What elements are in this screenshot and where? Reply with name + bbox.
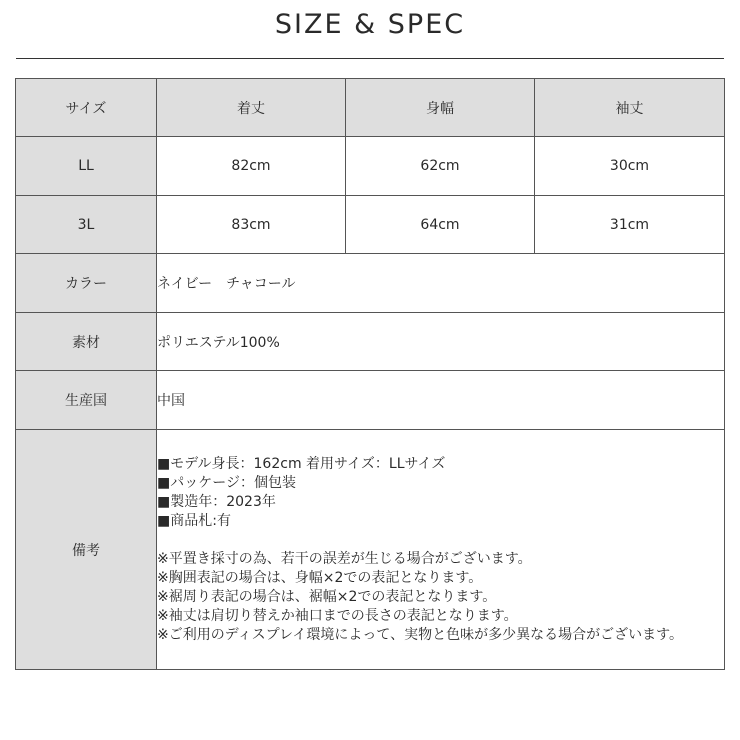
- origin-row: [16, 371, 725, 430]
- page-title: SIZE & SPEC: [274, 9, 466, 40]
- material-row: [16, 313, 725, 371]
- header-width: 身幅: [346, 79, 535, 137]
- remarks-content: [157, 430, 725, 670]
- remarks-item: ■製造年：2023年: [157, 493, 276, 510]
- width-value: 62cm: [346, 137, 535, 196]
- remarks-label: 備考: [16, 430, 157, 670]
- remarks-note: ※平置き採寸の為、若干の誤差が生じる場合がございます。: [157, 550, 532, 567]
- remarks-item: ■商品札:有: [157, 512, 231, 529]
- size-label: LL: [16, 137, 157, 196]
- remarks-note: ※裾周り表記の場合は、裾幅×2での表記となります。: [157, 588, 497, 605]
- remarks-note: ※ご利用のディスプレイ環境によって、実物と色味が多少異なる場合がございます。: [157, 626, 683, 643]
- remarks-spacer: [157, 531, 724, 550]
- size-row: [16, 137, 725, 196]
- size-row: [16, 196, 725, 254]
- origin-value: 中国: [157, 371, 725, 430]
- length-value: 83cm: [157, 196, 346, 254]
- size-label: 3L: [16, 196, 157, 254]
- origin-label: 生産国: [16, 371, 157, 430]
- width-value: 64cm: [346, 196, 535, 254]
- remarks-row: [16, 430, 725, 670]
- remarks-item: ■モデル身長：162cm 着用サイズ：LLサイズ: [157, 455, 446, 472]
- material-label: 素材: [16, 313, 157, 371]
- color-label: カラー: [16, 254, 157, 313]
- material-value: ポリエステル100%: [157, 313, 725, 371]
- length-value: 82cm: [157, 137, 346, 196]
- header-length: 着丈: [157, 79, 346, 137]
- color-row: [16, 254, 725, 313]
- header-sleeve: 袖丈: [535, 79, 725, 137]
- remarks-item: ■パッケージ：個包装: [157, 474, 296, 491]
- sleeve-value: 30cm: [535, 137, 725, 196]
- sleeve-value: 31cm: [535, 196, 725, 254]
- color-value: ネイビー チャコール: [157, 254, 725, 313]
- header-row: [16, 79, 725, 137]
- spec-table: [15, 78, 725, 670]
- header-size: サイズ: [16, 79, 157, 137]
- remarks-note: ※袖丈は肩切り替えか袖口までの長さの表記となります。: [157, 607, 518, 624]
- remarks-note: ※胸囲表記の場合は、身幅×2での表記となります。: [157, 569, 483, 586]
- title-divider: [16, 58, 724, 59]
